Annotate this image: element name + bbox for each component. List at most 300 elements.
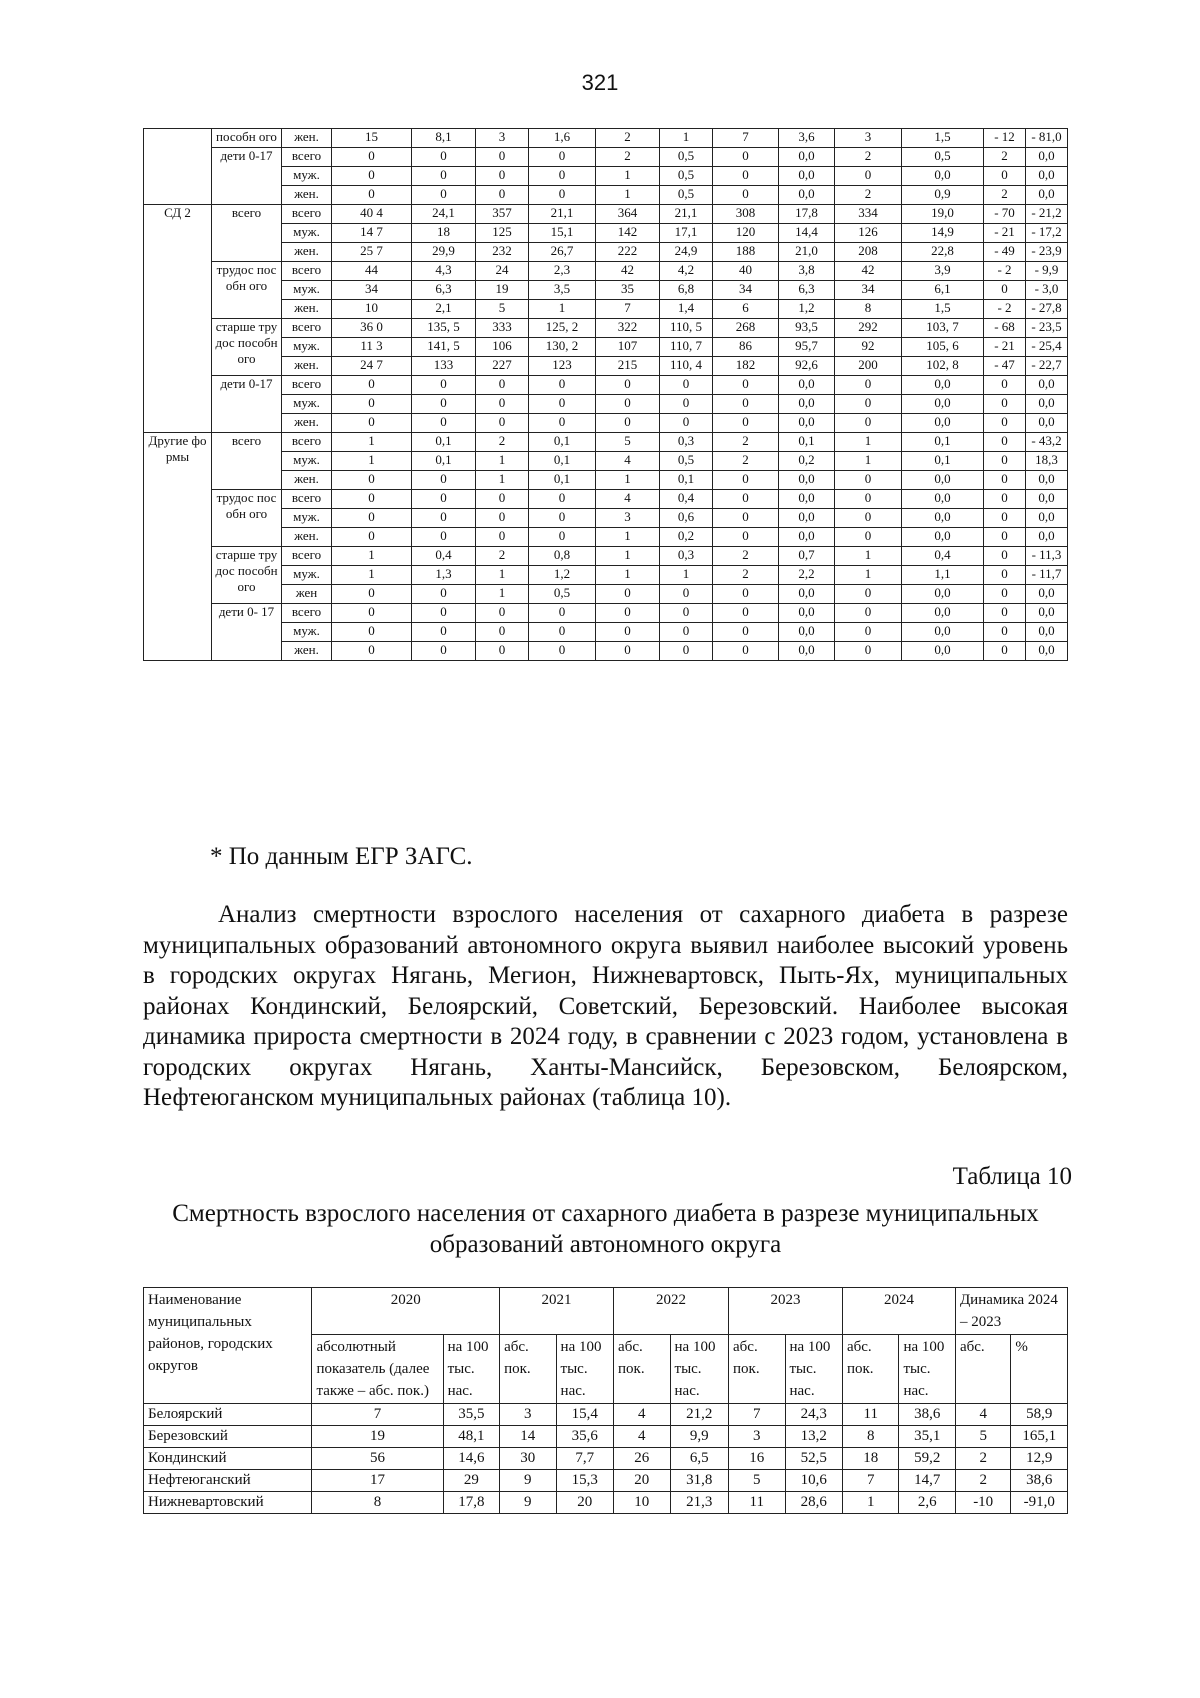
value-cell: 24 7 xyxy=(332,357,412,376)
value-cell: 0,1 xyxy=(412,452,476,471)
value-cell: 8,1 xyxy=(412,129,476,148)
value-cell: 135, 5 xyxy=(412,319,476,338)
value-cell: 5 xyxy=(955,1426,1010,1448)
value-cell: 0 xyxy=(412,395,476,414)
value-cell: 29,9 xyxy=(412,243,476,262)
sex-cell: жен. xyxy=(282,129,332,148)
value-cell: 292 xyxy=(835,319,902,338)
value-cell: 12,9 xyxy=(1011,1448,1068,1470)
value-cell: - 22,7 xyxy=(1026,357,1068,376)
value-cell: 34 xyxy=(713,281,779,300)
value-cell: 1 xyxy=(835,566,902,585)
value-cell: 21,3 xyxy=(670,1492,729,1514)
value-cell: - 70 xyxy=(984,205,1026,224)
value-cell: 17,8 xyxy=(443,1492,499,1514)
value-cell: 0,0 xyxy=(1026,642,1068,661)
value-cell: 0 xyxy=(984,490,1026,509)
value-cell: 0 xyxy=(596,376,660,395)
value-cell: 0 xyxy=(412,585,476,604)
value-cell: 6 xyxy=(713,300,779,319)
sex-cell: всего xyxy=(282,547,332,566)
value-cell: 0,4 xyxy=(660,490,713,509)
value-cell: 7,7 xyxy=(556,1448,613,1470)
value-cell: 0 xyxy=(713,148,779,167)
table-row xyxy=(144,604,1068,623)
header-year: 2021 xyxy=(500,1288,614,1335)
value-cell: 7 xyxy=(596,300,660,319)
value-cell: 0,3 xyxy=(660,433,713,452)
value-cell: 19,0 xyxy=(902,205,984,224)
value-cell: 1,6 xyxy=(529,129,596,148)
value-cell: 0,0 xyxy=(779,376,835,395)
value-cell: 18 xyxy=(842,1448,898,1470)
value-cell: -91,0 xyxy=(1011,1492,1068,1514)
value-cell: 133 xyxy=(412,357,476,376)
value-cell: 1 xyxy=(476,471,529,490)
table-row xyxy=(144,1404,1068,1426)
header-year: 2023 xyxy=(729,1288,843,1335)
table-row xyxy=(144,566,1068,585)
table-row xyxy=(144,1492,1068,1514)
value-cell: 38,6 xyxy=(899,1404,955,1426)
value-cell: 17,1 xyxy=(660,224,713,243)
value-cell: 6,1 xyxy=(902,281,984,300)
value-cell: -10 xyxy=(955,1492,1010,1514)
value-cell: 0 xyxy=(835,471,902,490)
sex-cell: муж. xyxy=(282,281,332,300)
header-per100: на 100 тыс. нас. xyxy=(899,1335,955,1404)
header-abs-long: абсолютный показатель (далее также – абс. пок.) xyxy=(312,1335,443,1404)
value-cell: 1,5 xyxy=(902,129,984,148)
value-cell: 222 xyxy=(596,243,660,262)
sex-cell: муж. xyxy=(282,224,332,243)
value-cell: 0 xyxy=(984,452,1026,471)
header-abs-short: абс. пок. xyxy=(614,1335,670,1404)
value-cell: 0,1 xyxy=(529,433,596,452)
value-cell: 25 7 xyxy=(332,243,412,262)
value-cell: 15,4 xyxy=(556,1404,613,1426)
value-cell: - 9,9 xyxy=(1026,262,1068,281)
value-cell: 0,0 xyxy=(1026,604,1068,623)
value-cell: 0,4 xyxy=(412,547,476,566)
value-cell: 0 xyxy=(529,623,596,642)
value-cell: 200 xyxy=(835,357,902,376)
value-cell: 0,0 xyxy=(1026,585,1068,604)
value-cell: 0,0 xyxy=(902,376,984,395)
value-cell: - 21 xyxy=(984,338,1026,357)
value-cell: 268 xyxy=(713,319,779,338)
header-per100: на 100 тыс. нас. xyxy=(556,1335,613,1404)
value-cell: 0 xyxy=(713,395,779,414)
header-abs-short: абс. пок. xyxy=(500,1335,556,1404)
value-cell: 0 xyxy=(332,623,412,642)
value-cell: 1 xyxy=(660,129,713,148)
value-cell: 1,2 xyxy=(779,300,835,319)
value-cell: - 25,4 xyxy=(1026,338,1068,357)
value-cell: 0 xyxy=(332,528,412,547)
value-cell: 0,0 xyxy=(779,148,835,167)
value-cell: 58,9 xyxy=(1011,1404,1068,1426)
value-cell: 6,3 xyxy=(412,281,476,300)
value-cell: 0,0 xyxy=(779,414,835,433)
value-cell: 2 xyxy=(713,547,779,566)
value-cell: 1 xyxy=(332,433,412,452)
value-cell: 0,0 xyxy=(902,642,984,661)
value-cell: 18,3 xyxy=(1026,452,1068,471)
value-cell: 0,0 xyxy=(1026,528,1068,547)
value-cell: 1 xyxy=(596,167,660,186)
value-cell: 26 xyxy=(614,1448,670,1470)
age-group-cell: всего xyxy=(212,433,282,490)
header-year: 2024 xyxy=(842,1288,955,1335)
value-cell: 1 xyxy=(596,547,660,566)
value-cell: 0 xyxy=(476,148,529,167)
sex-cell: всего xyxy=(282,262,332,281)
value-cell: 15,1 xyxy=(529,224,596,243)
value-cell: 35,1 xyxy=(899,1426,955,1448)
value-cell: 0 xyxy=(660,642,713,661)
value-cell: 0 xyxy=(835,528,902,547)
value-cell: 0 xyxy=(476,642,529,661)
table-row xyxy=(144,642,1068,661)
value-cell: 0 xyxy=(660,414,713,433)
value-cell: - 68 xyxy=(984,319,1026,338)
value-cell: 0,0 xyxy=(902,604,984,623)
value-cell: 1 xyxy=(596,186,660,205)
value-cell: 0 xyxy=(984,471,1026,490)
table-row xyxy=(144,205,1068,224)
value-cell: 0,1 xyxy=(412,433,476,452)
value-cell: 52,5 xyxy=(785,1448,842,1470)
value-cell: 103, 7 xyxy=(902,319,984,338)
value-cell: 21,2 xyxy=(670,1404,729,1426)
table-row xyxy=(144,509,1068,528)
age-group-cell: старше трудос пособн ого xyxy=(212,547,282,604)
value-cell: 182 xyxy=(713,357,779,376)
value-cell: 7 xyxy=(713,129,779,148)
value-cell: - 3,0 xyxy=(1026,281,1068,300)
sex-cell: жен. xyxy=(282,186,332,205)
value-cell: 0,5 xyxy=(902,148,984,167)
value-cell: 24,9 xyxy=(660,243,713,262)
value-cell: 105, 6 xyxy=(902,338,984,357)
value-cell: 2 xyxy=(835,186,902,205)
header-name: Наименование муниципальных районов, городских округов xyxy=(144,1288,312,1404)
sex-cell: жен. xyxy=(282,471,332,490)
value-cell: 7 xyxy=(729,1404,785,1426)
value-cell: 16 xyxy=(729,1448,785,1470)
value-cell: 21,1 xyxy=(529,205,596,224)
value-cell: 0,2 xyxy=(660,528,713,547)
municipality-name: Белоярский xyxy=(144,1404,312,1426)
value-cell: 125, 2 xyxy=(529,319,596,338)
value-cell: 1 xyxy=(835,547,902,566)
age-group-cell: трудос пособн ого xyxy=(212,490,282,547)
value-cell: 0,1 xyxy=(660,471,713,490)
value-cell: 0 xyxy=(332,471,412,490)
sex-cell: всего xyxy=(282,319,332,338)
value-cell: 110, 7 xyxy=(660,338,713,357)
value-cell: - 11,3 xyxy=(1026,547,1068,566)
value-cell: 0 xyxy=(476,395,529,414)
value-cell: 0,0 xyxy=(902,471,984,490)
value-cell: 308 xyxy=(713,205,779,224)
value-cell: - 43,2 xyxy=(1026,433,1068,452)
value-cell: 0 xyxy=(835,490,902,509)
value-cell: 0 xyxy=(596,642,660,661)
value-cell: 38,6 xyxy=(1011,1470,1068,1492)
cause-cell: СД 2 xyxy=(144,205,212,433)
value-cell: 188 xyxy=(713,243,779,262)
value-cell: 17 xyxy=(312,1470,443,1492)
sex-cell: жен. xyxy=(282,357,332,376)
table-row xyxy=(144,585,1068,604)
value-cell: 35 xyxy=(596,281,660,300)
value-cell: 35,5 xyxy=(443,1404,499,1426)
value-cell: 1 xyxy=(332,566,412,585)
table-row xyxy=(144,1470,1068,1492)
age-group-cell: пособн ого xyxy=(212,129,282,148)
value-cell: 0,4 xyxy=(902,547,984,566)
value-cell: 48,1 xyxy=(443,1426,499,1448)
value-cell: 0,0 xyxy=(779,585,835,604)
value-cell: 0 xyxy=(713,167,779,186)
value-cell: 0,1 xyxy=(529,452,596,471)
value-cell: 0 xyxy=(529,414,596,433)
value-cell: 2 xyxy=(955,1470,1010,1492)
header-dynamics: Динамика 2024 – 2023 xyxy=(955,1288,1067,1335)
value-cell: 15 xyxy=(332,129,412,148)
value-cell: 0 xyxy=(713,642,779,661)
value-cell: 14 7 xyxy=(332,224,412,243)
value-cell: 0 xyxy=(835,167,902,186)
value-cell: 0,0 xyxy=(779,642,835,661)
value-cell: 0,1 xyxy=(902,433,984,452)
value-cell: 0 xyxy=(596,623,660,642)
sex-cell: муж. xyxy=(282,623,332,642)
value-cell: 24,1 xyxy=(412,205,476,224)
municipality-name: Березовский xyxy=(144,1426,312,1448)
sex-cell: муж. xyxy=(282,167,332,186)
value-cell: 0 xyxy=(713,490,779,509)
age-group-cell: старше трудос пособн ого xyxy=(212,319,282,376)
value-cell: 1 xyxy=(835,433,902,452)
value-cell: 3,8 xyxy=(779,262,835,281)
value-cell: 0,0 xyxy=(779,186,835,205)
value-cell: 0 xyxy=(412,509,476,528)
value-cell: 0 xyxy=(412,414,476,433)
value-cell: 5 xyxy=(476,300,529,319)
value-cell: 0,7 xyxy=(779,547,835,566)
value-cell: 0,0 xyxy=(902,509,984,528)
value-cell: - 23,5 xyxy=(1026,319,1068,338)
sex-cell: муж. xyxy=(282,338,332,357)
table-label: Таблица 10 xyxy=(952,1163,1072,1190)
value-cell: 4 xyxy=(596,452,660,471)
sex-cell: жен xyxy=(282,585,332,604)
value-cell: 19 xyxy=(312,1426,443,1448)
value-cell: - 2 xyxy=(984,300,1026,319)
value-cell: 0 xyxy=(984,433,1026,452)
value-cell: 0,1 xyxy=(529,471,596,490)
value-cell: 14,7 xyxy=(899,1470,955,1492)
sex-cell: всего xyxy=(282,376,332,395)
header-year: 2022 xyxy=(614,1288,729,1335)
value-cell: 21,1 xyxy=(660,205,713,224)
value-cell: - 12 xyxy=(984,129,1026,148)
table-row xyxy=(144,376,1068,395)
value-cell: 0 xyxy=(660,395,713,414)
value-cell: 0,0 xyxy=(779,528,835,547)
cause-cell xyxy=(144,129,212,205)
value-cell: 5 xyxy=(729,1470,785,1492)
value-cell: 0,0 xyxy=(1026,148,1068,167)
value-cell: 215 xyxy=(596,357,660,376)
value-cell: 42 xyxy=(835,262,902,281)
value-cell: 0 xyxy=(529,395,596,414)
header-abs: абс. xyxy=(955,1335,1010,1404)
value-cell: 29 xyxy=(443,1470,499,1492)
municipality-name: Нижневартовский xyxy=(144,1492,312,1514)
municipality-name: Нефтеюганский xyxy=(144,1470,312,1492)
value-cell: 44 xyxy=(332,262,412,281)
value-cell: 0 xyxy=(835,414,902,433)
value-cell: 92 xyxy=(835,338,902,357)
header-abs-short: абс. пок. xyxy=(842,1335,898,1404)
value-cell: 123 xyxy=(529,357,596,376)
value-cell: 0 xyxy=(332,148,412,167)
value-cell: 0 xyxy=(660,623,713,642)
value-cell: 3,6 xyxy=(779,129,835,148)
value-cell: 1,2 xyxy=(529,566,596,585)
table-row xyxy=(144,1426,1068,1448)
value-cell: 3 xyxy=(476,129,529,148)
table-row xyxy=(144,1448,1068,1470)
value-cell: 107 xyxy=(596,338,660,357)
value-cell: 0 xyxy=(476,376,529,395)
value-cell: 1 xyxy=(476,452,529,471)
cause-cell: Другие формы xyxy=(144,433,212,661)
municipal-mortality-table xyxy=(143,1287,1068,1514)
value-cell: 0 xyxy=(529,167,596,186)
value-cell: 14,6 xyxy=(443,1448,499,1470)
value-cell: 0 xyxy=(476,623,529,642)
value-cell: - 47 xyxy=(984,357,1026,376)
value-cell: 0 xyxy=(332,642,412,661)
table-row xyxy=(144,129,1068,148)
value-cell: 0,0 xyxy=(1026,490,1068,509)
value-cell: 2 xyxy=(713,566,779,585)
value-cell: 18 xyxy=(412,224,476,243)
value-cell: 26,7 xyxy=(529,243,596,262)
value-cell: 3 xyxy=(835,129,902,148)
sex-cell: жен. xyxy=(282,642,332,661)
value-cell: 0 xyxy=(332,376,412,395)
value-cell: 2 xyxy=(984,148,1026,167)
table-row xyxy=(144,623,1068,642)
value-cell: 0,1 xyxy=(779,433,835,452)
value-cell: 0 xyxy=(984,395,1026,414)
value-cell: 3,9 xyxy=(902,262,984,281)
value-cell: 11 xyxy=(729,1492,785,1514)
value-cell: - 11,7 xyxy=(1026,566,1068,585)
table-row xyxy=(144,319,1068,338)
value-cell: 0,0 xyxy=(779,623,835,642)
value-cell: 0,9 xyxy=(902,186,984,205)
value-cell: 0,5 xyxy=(660,452,713,471)
sex-cell: жен. xyxy=(282,528,332,547)
value-cell: 0,0 xyxy=(902,528,984,547)
value-cell: 2,3 xyxy=(529,262,596,281)
table-row xyxy=(144,338,1068,357)
value-cell: 106 xyxy=(476,338,529,357)
value-cell: 1 xyxy=(476,566,529,585)
header-per100: на 100 тыс. нас. xyxy=(785,1335,842,1404)
value-cell: 2 xyxy=(596,148,660,167)
value-cell: 0 xyxy=(332,167,412,186)
value-cell: 142 xyxy=(596,224,660,243)
value-cell: 0 xyxy=(835,509,902,528)
sex-cell: всего xyxy=(282,490,332,509)
value-cell: 0 xyxy=(529,376,596,395)
value-cell: 9 xyxy=(500,1492,556,1514)
sex-cell: жен. xyxy=(282,414,332,433)
value-cell: 22,8 xyxy=(902,243,984,262)
value-cell: 1 xyxy=(596,528,660,547)
value-cell: 0,0 xyxy=(902,395,984,414)
value-cell: 0 xyxy=(596,395,660,414)
value-cell: 0 xyxy=(984,642,1026,661)
value-cell: 34 xyxy=(332,281,412,300)
value-cell: 0 xyxy=(984,585,1026,604)
value-cell: 0 xyxy=(476,528,529,547)
value-cell: 322 xyxy=(596,319,660,338)
value-cell: 0 xyxy=(984,509,1026,528)
value-cell: 6,8 xyxy=(660,281,713,300)
value-cell: 0 xyxy=(835,623,902,642)
value-cell: 0 xyxy=(660,604,713,623)
value-cell: 102, 8 xyxy=(902,357,984,376)
value-cell: 1,1 xyxy=(902,566,984,585)
value-cell: 0,0 xyxy=(902,167,984,186)
value-cell: 1 xyxy=(660,566,713,585)
table-row xyxy=(144,281,1068,300)
value-cell: 1 xyxy=(476,585,529,604)
value-cell: 3 xyxy=(729,1426,785,1448)
header-per100: на 100 тыс. нас. xyxy=(670,1335,729,1404)
value-cell: 0 xyxy=(412,167,476,186)
value-cell: 0 xyxy=(332,604,412,623)
value-cell: 10 xyxy=(614,1492,670,1514)
value-cell: 0 xyxy=(984,604,1026,623)
value-cell: 0 xyxy=(529,528,596,547)
value-cell: 0,0 xyxy=(1026,167,1068,186)
value-cell: 56 xyxy=(312,1448,443,1470)
value-cell: 0 xyxy=(835,604,902,623)
value-cell: 0 xyxy=(713,585,779,604)
value-cell: 86 xyxy=(713,338,779,357)
value-cell: 14,9 xyxy=(902,224,984,243)
value-cell: 0 xyxy=(984,547,1026,566)
value-cell: 2 xyxy=(713,433,779,452)
sex-cell: всего xyxy=(282,148,332,167)
value-cell: 1 xyxy=(596,471,660,490)
value-cell: 0,0 xyxy=(1026,509,1068,528)
value-cell: 0 xyxy=(332,395,412,414)
value-cell: 2 xyxy=(596,129,660,148)
value-cell: 0 xyxy=(332,414,412,433)
value-cell: 0 xyxy=(835,376,902,395)
